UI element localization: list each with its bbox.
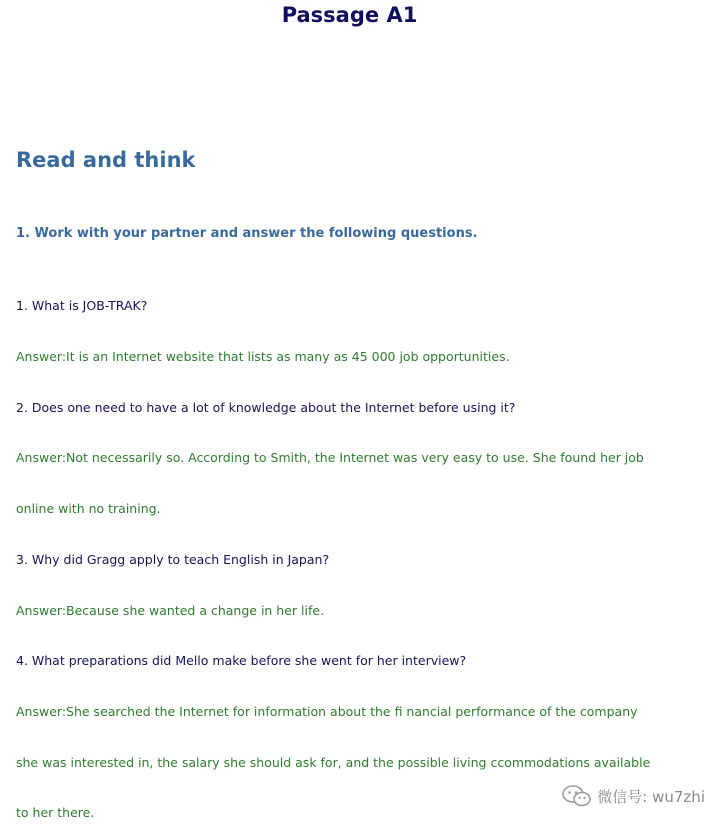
page-title: Passage A1 bbox=[281, 3, 418, 27]
answer-4-line-3: to her there. bbox=[16, 805, 95, 820]
answer-3: Answer:Because she wanted a change in her life. bbox=[16, 603, 325, 618]
question-2: 2. Does one need to have a lot of knowledge about the Internet before using it? bbox=[16, 400, 516, 415]
answer-2-line-1: Answer:Not necessarily so. According to Smith, the Internet was very easy to use. She found her job bbox=[16, 450, 644, 465]
instruction-text: 1. Work with your partner and answer the following questions. bbox=[16, 226, 478, 241]
question-4: 4. What preparations did Mello make before she went for her interview? bbox=[16, 653, 467, 668]
answer-4-line-1: Answer:She searched the Internet for information about the fi nancial performance of the company bbox=[16, 704, 638, 719]
watermark-text: 微信号: wu7zhi bbox=[597, 787, 705, 806]
answer-4-line-2: she was interested in, the salary she should ask for, and the possible living ccommodations available bbox=[16, 755, 651, 770]
question-3: 3. Why did Gragg apply to teach English in Japan? bbox=[16, 552, 330, 567]
answer-2-line-2: online with no training. bbox=[16, 501, 161, 516]
wechat-icon bbox=[562, 784, 592, 808]
answer-1: Answer:It is an Internet website that lists as many as 45 000 job opportunities. bbox=[16, 349, 510, 364]
question-1: 1. What is JOB-TRAK? bbox=[16, 298, 148, 313]
section-heading: Read and think bbox=[16, 148, 196, 172]
watermark bbox=[562, 784, 705, 808]
